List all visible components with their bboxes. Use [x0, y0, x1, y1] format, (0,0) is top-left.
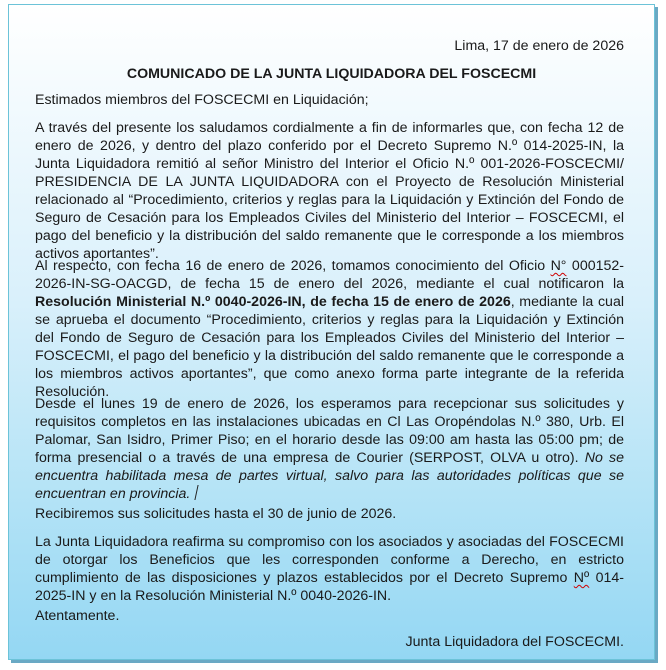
resolution-reference-bold: Resolución Ministerial N.º 0040-2026-IN, de fecha 15 de enero de 2026 — [35, 294, 511, 310]
paragraph-5 — [35, 533, 624, 605]
signature: Junta Liquidadora del FOSCECMI. — [405, 634, 624, 650]
paragraph-4: Recibiremos sus solicitudes hasta el 30 de junio de 2026. — [35, 506, 397, 522]
paragraph-2-text-b: 000152-2026-IN-SG-OACGD, de fecha 15 de enero del 2026, mediante el cual notificaron la — [35, 258, 624, 292]
paragraph-5-text-b: 014-2025-IN y en la Resolución Ministerial N.º 0040-2026-IN. — [35, 570, 625, 604]
document-date: Lima, 17 de enero de 2026 — [454, 38, 624, 54]
paragraph-2 — [35, 257, 624, 401]
closing: Atentamente. — [35, 608, 120, 624]
paragraph-2-text-c: , mediante la cual se aprueba el documento “Procedimiento, criterios y reglas para la Liquidación y Extinción del Fondo de Seguro de Cesación para los Empleados Civiles del Ministerio del Interior – FOSCECMI, el pago del beneficio y la distribución del saldo remanente que le corresponde a los miembros activos aportantes”, que como anexo forma parte integrante de la referida Resolución. — [35, 294, 624, 400]
paragraph-5-text-a: La Junta Liquidadora reafirma su compromiso con los asociados y asociadas del FOSCECMI de otorgar los Beneficios que les corresponden conforme a Derecho, en estricto cumplimiento de las disposiciones y plazos establecidos por el Decreto Supremo — [35, 534, 624, 586]
paragraph-3-text: Desde el lunes 19 de enero de 2026, los esperamos para recepcionar sus solicitudes y requisitos completos en las instalaciones ubicadas en Cl Las Oropéndolas N.º 380, Urb. El Palomar, San Isidro, Primer Piso; en el horario desde las 09:00 am hasta las 05:00 pm; de forma presencial o a través de una empresa de Courier (SERPOST, OLVA u otro). — [35, 396, 624, 466]
spellcheck-flagged-word[interactable]: N° — [550, 258, 567, 274]
greeting: Estimados miembros del FOSCECMI en Liquidación; — [35, 92, 369, 108]
paragraph-3-italic-note: No se encuentra habilitada mesa de partes virtual, salvo para las autoridades políticas que se encuentran en provincia. — [35, 450, 625, 502]
paragraph-2-text-a: Al respecto, con fecha 16 de enero de 2026, tomamos conocimiento del Oficio — [35, 258, 551, 274]
spellcheck-flagged-word[interactable]: Nº — [573, 570, 590, 586]
paragraph-3 — [35, 395, 624, 503]
announcement-document — [8, 4, 655, 660]
text-cursor — [195, 485, 199, 500]
paragraph-1: A través del presente los saludamos cordialmente a fin de informarles que, con fecha 12 de enero de 2026, y dentro del plazo conferido por el Decreto Supremo N.º 014-2025-IN, la Junta Liquidadora remitió al señor Ministro del Interior el Oficio N.º 001-2026-FOSCECMI/ PRESIDENCIA DE LA JUNTA LIQUIDADORA con el Proyecto de Resolución Ministerial relacionado al “Procedimiento, criterios y reglas para la Liquidación y Extinción del Fondo de Seguro de Cesación para los Empleados Civiles del Ministerio del Interior – FOSCECMI, el pago del beneficio y la distribución del saldo remanente que le corresponde a los miembros activos aportantes”. — [35, 120, 624, 262]
document-title: COMUNICADO DE LA JUNTA LIQUIDADORA DEL FOSCECMI — [126, 66, 537, 82]
